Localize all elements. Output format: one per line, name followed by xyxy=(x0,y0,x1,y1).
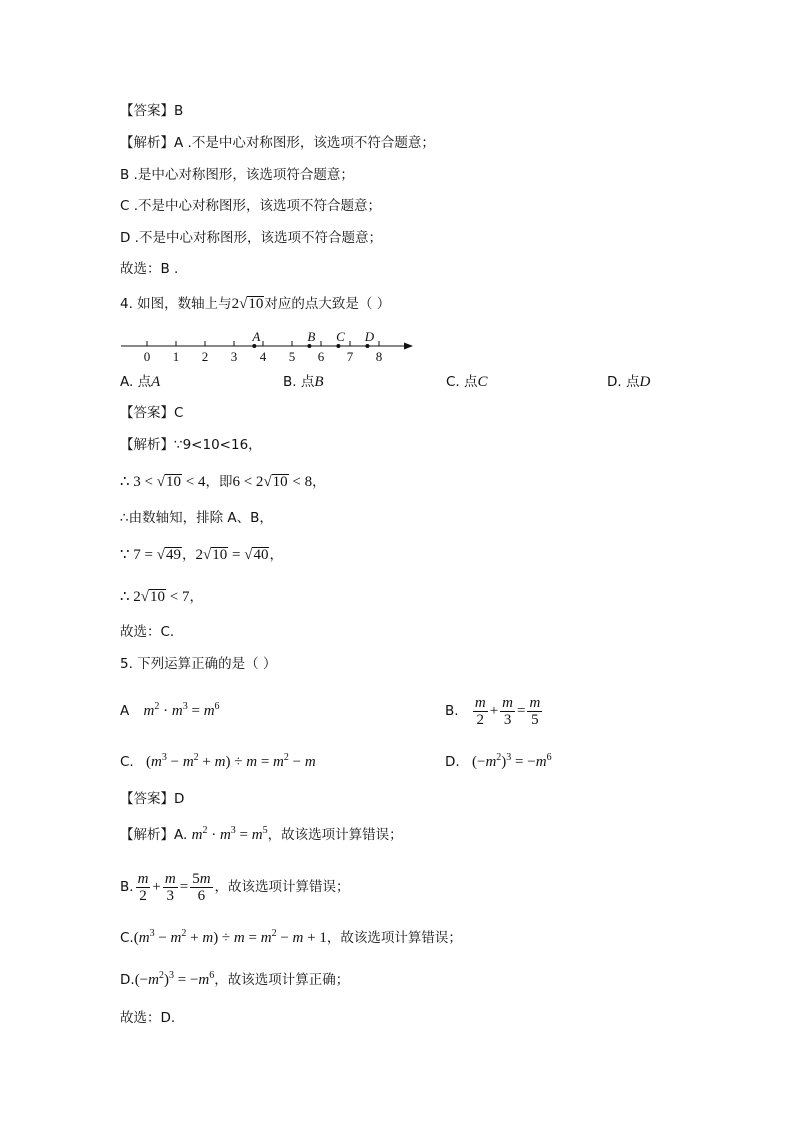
q4-stem-pre: 4. 如图，数轴上与 xyxy=(120,296,232,312)
axis-tick-label: 8 xyxy=(375,349,383,364)
q4-analysis-3: ∴由数轴知，排除 A、B， xyxy=(120,510,273,526)
axis-point-label: A xyxy=(252,329,261,344)
q4-analysis-1 xyxy=(120,435,262,455)
number-line xyxy=(115,326,420,366)
axis-tick-label: 4 xyxy=(259,349,267,364)
expr: 2 xyxy=(133,589,141,605)
q5-answer: 【答案】D xyxy=(120,791,185,807)
option-var: A xyxy=(151,374,161,390)
q5-analysis-b: B. $\frac{m}{2}$ + $\frac{m}{3}$ = $\frac{5m}{6}$ ，故该选项计算错误； xyxy=(120,871,350,905)
radicand: 10 xyxy=(212,547,228,563)
option-label: D. 点 xyxy=(607,374,640,390)
axis-point-label: C xyxy=(336,329,345,344)
q5-option-d: D. $(-m^2)^3 = -m^6$ xyxy=(445,752,552,770)
q4-analysis-5 xyxy=(120,587,203,607)
therefore-symbol: ∴ xyxy=(120,474,130,490)
expr: 2 xyxy=(195,547,203,563)
q4-option-d xyxy=(607,372,650,392)
sqrt-expression: √10 xyxy=(263,474,288,490)
option-label: B. xyxy=(445,703,459,719)
axis-point-c xyxy=(336,344,340,348)
axis-tick-label: 3 xyxy=(230,349,238,364)
axis-point-a xyxy=(252,344,256,348)
option-label: B. 点 xyxy=(283,374,315,390)
radicand: 10 xyxy=(248,296,264,312)
radicand: 49 xyxy=(166,547,181,563)
q5-analysis-d: $D.(-m^2)^3 = -m^6$，故该选项计算正确； xyxy=(120,970,350,988)
verdict: ，故该选项计算错误； xyxy=(214,879,350,895)
option-label: C. 点 xyxy=(446,374,478,390)
item-label: A. xyxy=(174,827,188,843)
axis-point-label: B xyxy=(307,329,316,344)
axis-tick-label: 6 xyxy=(317,349,325,364)
item-label: D. xyxy=(120,972,135,988)
expr: 3 < xyxy=(133,474,154,490)
sep: ， xyxy=(269,547,283,563)
verdict: ，故该选项计算错误； xyxy=(267,827,403,843)
option-var: B xyxy=(314,374,324,390)
q5-option-c: C. $(m^3 - m^2 + m) \div m = m^2 - m$ xyxy=(120,752,316,770)
q3-conclusion: 故选：B . xyxy=(120,261,179,277)
axis-tick-label: 2 xyxy=(201,349,209,364)
q4-stem-coef: 2 xyxy=(231,296,240,312)
q5-analysis-c: $C.(m^3 - m^2 + m) \div m = m^2 - m + 1$，故该选项计算错误； xyxy=(120,928,462,946)
axis-point-b xyxy=(307,344,311,348)
q4-option-a xyxy=(120,372,160,392)
axis-point-d xyxy=(365,344,369,348)
sqrt-expression: √10 xyxy=(203,547,228,563)
sqrt-expression: √10 xyxy=(239,296,264,312)
expr: < 4 xyxy=(185,474,206,490)
verdict: ，故该选项计算错误； xyxy=(326,930,462,946)
sqrt-expression: √10 xyxy=(156,474,181,490)
sep: ， xyxy=(182,547,196,563)
therefore-symbol: ∴ xyxy=(120,589,130,605)
sqrt-expression: √49 xyxy=(156,547,181,563)
q3-analysis-d: D .不是中心对称图形，该选项不符合题意； xyxy=(120,230,382,246)
q5-analysis-a: 【解析】A. $m^2 \cdot m^3 = m^5$，故该选项计算错误； xyxy=(120,825,403,843)
q4-answer: 【答案】C xyxy=(120,405,184,421)
q4-stem-post: 对应的点大致是（ ） xyxy=(264,296,391,312)
sqrt-expression: √10 xyxy=(140,589,166,605)
q3-analysis-a: A .不是中心对称图形，该选项不符合题意； xyxy=(174,135,435,151)
option-label: A xyxy=(120,703,130,719)
expr: = xyxy=(231,547,241,563)
q4-option-c xyxy=(446,372,488,392)
option-label: C. xyxy=(120,754,134,770)
radicand: 40 xyxy=(253,547,269,563)
q4-conclusion: 故选：C. xyxy=(120,624,175,640)
option-label: A. 点 xyxy=(120,374,152,390)
q4-analysis-4 xyxy=(120,545,283,565)
q5-option-b: B. $\frac{m}{2}$ + $\frac{m}{3}$ = $\frac{m}{5}$ xyxy=(445,695,541,729)
option-label: D. xyxy=(445,754,460,770)
expr: < 7 xyxy=(169,589,190,605)
axis-point-label: D xyxy=(364,329,375,344)
q4-option-b xyxy=(283,372,324,392)
expr: < 8 xyxy=(292,474,313,490)
expr: 7 = xyxy=(133,547,154,563)
q5-stem: 5. 下列运算正确的是（ ） xyxy=(120,656,277,672)
analysis-label: 【解析】 xyxy=(120,437,174,453)
radicand: 10 xyxy=(166,474,181,490)
because-symbol: ∵ xyxy=(120,547,130,563)
analysis-label: 【解析】 xyxy=(120,135,174,151)
option-var: C xyxy=(477,374,488,390)
q4-analysis-1-text: ∵9<10<16， xyxy=(174,437,262,453)
sep: ， xyxy=(189,589,203,605)
expr: 6 < 2 xyxy=(232,474,264,490)
item-label: B. xyxy=(120,879,134,895)
sep: ，即 xyxy=(205,474,233,490)
sep: ， xyxy=(312,474,326,490)
q3-analysis-c: C .不是中心对称图形，该选项不符合题意； xyxy=(120,198,382,214)
q3-answer: 【答案】B xyxy=(120,103,184,119)
q4-stem xyxy=(120,294,390,314)
item-label: C. xyxy=(120,930,134,946)
analysis-label: 【解析】 xyxy=(120,827,174,843)
radicand: 10 xyxy=(150,589,166,605)
axis-tick-label: 7 xyxy=(346,349,354,364)
axis-tick-label: 0 xyxy=(143,349,151,364)
q3-analysis-line-1 xyxy=(120,133,435,153)
option-var: D xyxy=(639,374,651,390)
axis-tick-label: 5 xyxy=(288,349,296,364)
q4-analysis-2 xyxy=(120,472,326,492)
q5-conclusion: 故选：D. xyxy=(120,1010,176,1026)
verdict: ，故该选项计算正确； xyxy=(214,972,350,988)
radicand: 10 xyxy=(272,474,288,490)
sqrt-expression: √40 xyxy=(244,547,269,563)
axis-tick-label: 1 xyxy=(172,349,180,364)
axis-arrow-icon xyxy=(404,343,413,350)
q3-analysis-b: B .是中心对称图形，该选项符合题意； xyxy=(120,167,354,183)
q5-option-a: A $m^2 \cdot m^3 = m^6$ xyxy=(120,701,220,719)
